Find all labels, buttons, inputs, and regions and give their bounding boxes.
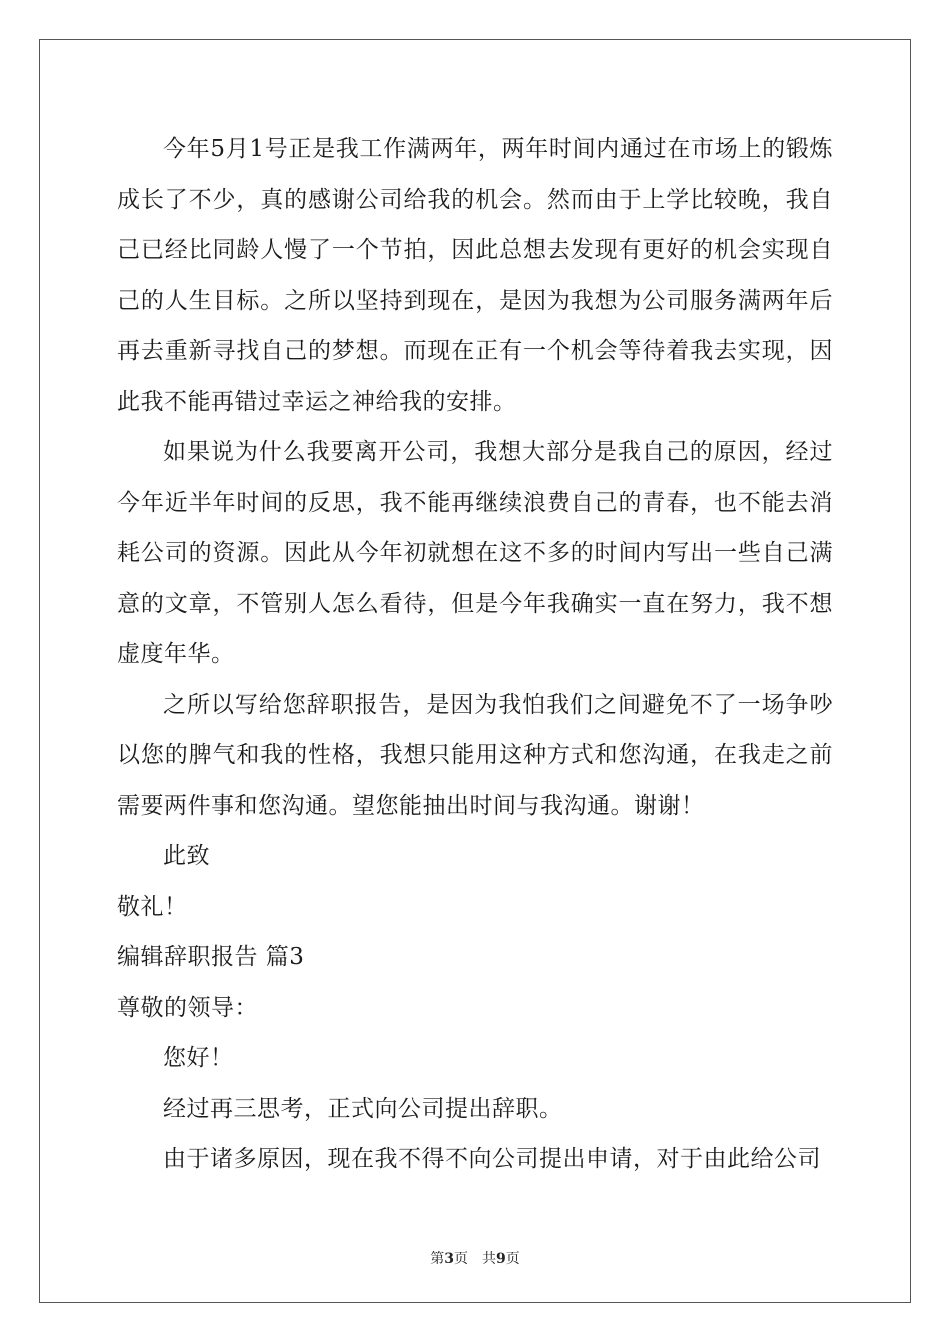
paragraph-1: 今年5月1号正是我工作满两年，两年时间内通过在市场上的锻炼成长了不少，真的感谢公司给我的机会。然而由于上学比较晚，我自己已经比同龄人慢了一个节拍，因此总想去发现有更好的机会实现自己的人生目标。之所以坚持到现在，是因为我想为公司服务满两年后再去重新寻找自己的梦想。而现在正有一个机会等待着我去实现，因此我不能再错过幸运之神给我的安排。	[117, 136, 833, 415]
hello-line: 您好！	[163, 1045, 234, 1071]
greeting-line: 尊敬的领导：	[117, 994, 258, 1021]
footer-page-suffix: 页	[454, 1251, 468, 1267]
footer-total-pages: 9	[496, 1251, 506, 1267]
paragraph-3: 之所以写给您辞职报告，是因为我怕我们之间避免不了一场争吵以您的脾气和我的性格，我想只能用这种方式和您沟通，在我走之前需要两件事和您沟通。望您能抽出时间与我沟通。谢谢！	[117, 691, 833, 819]
section-title: 编辑辞职报告 篇3	[117, 944, 305, 970]
salute-line: 敬礼！	[117, 893, 188, 920]
page-footer	[0, 1248, 950, 1268]
closing-line: 此致	[163, 843, 210, 869]
last-paragraph: 由于诸多原因，现在我不得不向公司提出申请，对于由此给公司	[163, 1146, 821, 1172]
footer-total-suffix: 页	[505, 1251, 520, 1267]
footer-prefix: 第	[430, 1251, 445, 1267]
footer-page-number: 3	[444, 1251, 454, 1267]
document-body	[117, 124, 833, 1185]
footer-total-prefix: 共	[482, 1251, 496, 1267]
statement-line: 经过再三思考，正式向公司提出辞职。	[163, 1095, 563, 1122]
paragraph-2: 如果说为什么我要离开公司，我想大部分是我自己的原因，经过今年近半年时间的反思，我不能再继续浪费自己的青春，也不能去消耗公司的资源。因此从今年初就想在这不多的时间内写出一些自己满意的文章，不管别人怎么看待，但是今年我确实一直在努力，我不想虚度年华。	[117, 439, 833, 667]
